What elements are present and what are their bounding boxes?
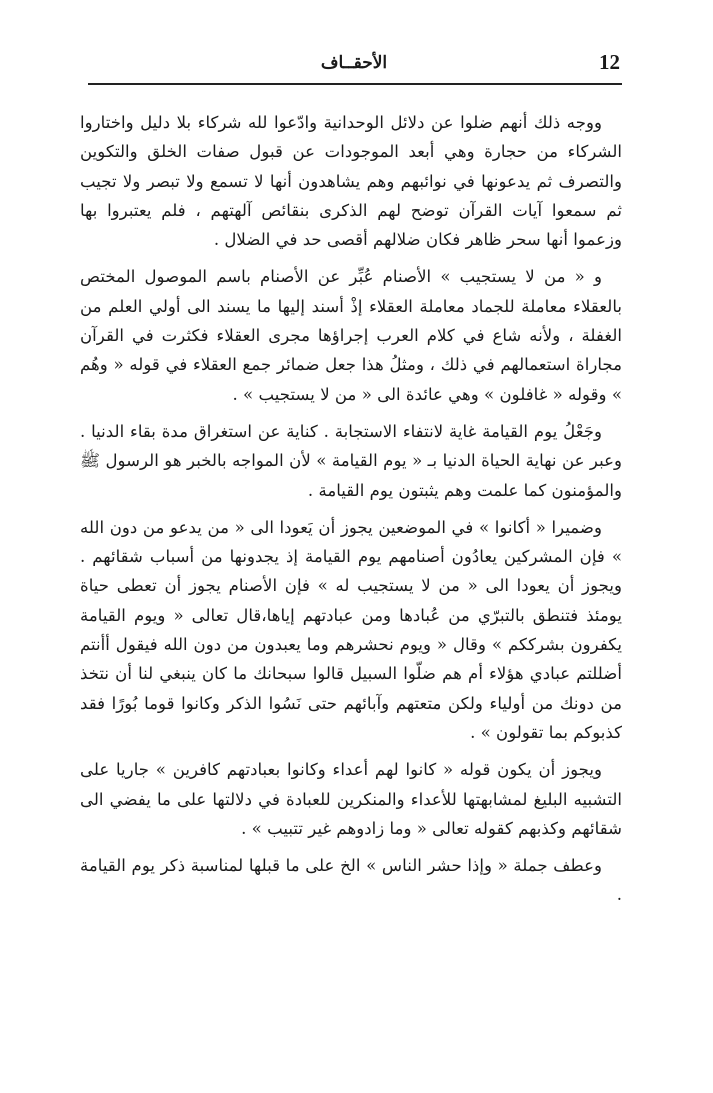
- page-body: [80, 108, 622, 910]
- paragraph: وجَعْلُ يوم القيامة غاية لانتفاء الاستجابة . كناية عن استغراق مدة بقاء الدنيا . وعبر عن نهاية الحياة الدنيا بـ « يوم القيامة » لأن المواجه بالخبر هو الرسول ﷺ والمؤمنون كما علمت وهم يثبتون يوم القيامة .: [80, 421, 622, 500]
- paragraph: وعطف جملة « وإذا حشر الناس » الخ على ما قبلها لمناسبة ذكر يوم القيامة .: [80, 856, 622, 905]
- paragraph: وضميرا « أكانوا » في الموضعين يجوز أن يَعودا الى « من يدعو من دون الله » فإن المشركين يعادُون أصنامهم يوم القيامة إذ يجدونها من أسباب شقائهم . ويجوز أن يعودا الى « من لا يستجيب له » فإن الأصنام يجوز أن تعطى حياة يومئذ فتنطق بالتبرّي من عُبادها ومن عبادتهم إياها،قال تعالى « ويوم القيامة يكفرون بشرككم » وقال « ويوم نحشرهم وما يعبدون من دون الله فيقول أأنتم أضللتم عبادي هؤلاء أم هم ضلّوا السبيل قالوا سبحانك ما كان ينبغي لنا أن نتخذ من دونك من أولياء ولكن متعتهم وآبائهم حتى نَسُوا الذكر وكانوا قوما بُورًا فقد كذبوكم بما تقولون » .: [80, 517, 622, 742]
- page-header: [88, 50, 620, 84]
- paragraph: ووجه ذلك أنهم ضلوا عن دلائل الوحدانية وادّعوا لله شركاء بلا دليل واختاروا الشركاء من حجارة وهي أبعد الموجودات عن قبول صفات الخلق والتكوين والتصرف ثم يدعونها في نوائبهم وهم يشاهدون أنها لا تسمع ولا تبصر ولا تجيب ثم سمعوا آيات القرآن توضح لهم الذكرى بنقائص آلهتهم ، فلم يعتبروا بها وزعموا أنها سحر ظاهر فكان ضلالهم أقصى حد في الضلال .: [80, 113, 622, 250]
- paragraph: ويجوز أن يكون قوله « كانوا لهم أعداء وكانوا بعبادتهم كافرين » جاريا على التشبيه البليغ لمشابهتها للأعداء والمنكرين للعبادة في دلالتها على ما يفضي الى شقائهم وكذبهم كقوله تعالى « وما زادوهم غير تتبيب » .: [80, 760, 622, 838]
- paragraph: و « من لا يستجيب » الأصنام عُبِّر عن الأصنام باسم الموصول المختص بالعقلاء معاملة للجماد معاملة العقلاء إذْ أسند إليها ما يسند الى أولي العلم من الغفلة ، ولأنه شاع في كلام العرب إجراؤها مجرى العقلاء فكثرت في القرآن مجاراة استعمالهم في ذلك ، ومثلُ هذا جعل ضمائر جمع العقلاء في قوله « وهُم » وقوله « غافلون » وهي عائدة الى « من لا يستجيب » .: [80, 267, 622, 404]
- surah-title: الأحقــاف: [320, 53, 388, 73]
- page-number: 12: [599, 50, 620, 74]
- header-rule: [88, 83, 622, 85]
